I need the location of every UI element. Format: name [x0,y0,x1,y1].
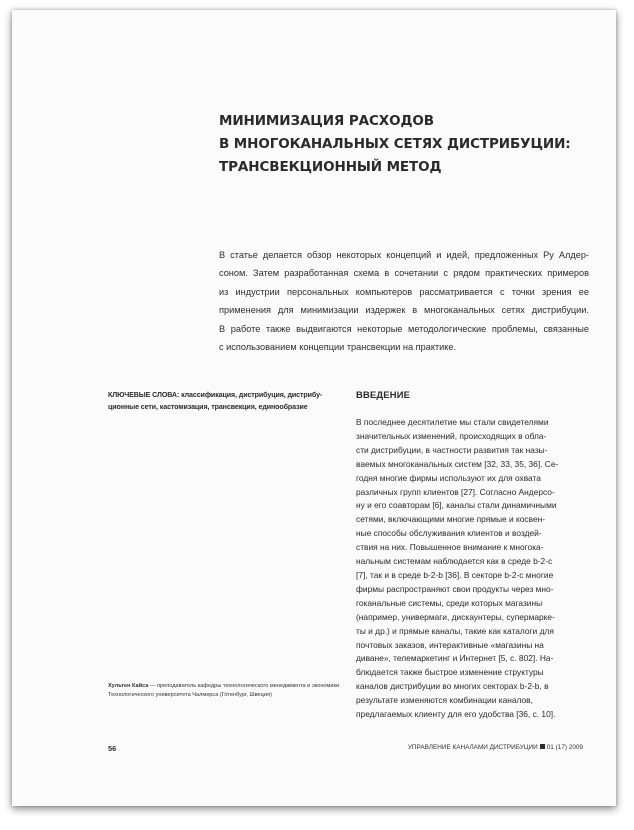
author-role: — преподаватель кафедры технологического менеджмента и экономики [148,683,340,689]
body-line: различных групп клиентов [27]. Согласно Андерсо- [356,486,555,497]
section-heading: ВВЕДЕНИЕ [356,389,411,400]
body-line: ваемых многоканальных систем [32, 33, 35, 36]. Се- [356,458,559,469]
author-line: Технологического университета Чалмерса (Готенбург, Швеция) [108,692,272,698]
body-line: нальным системам наблюдается как в среде b-2-c [356,556,553,567]
keywords-line: ционные сети, кастомизация, трансвекция, единообразие [108,402,308,411]
body-line: [7], так и в среде b-2-b [36]. В секторе b-2-c многие [356,569,554,580]
abstract-line: из индустрии персональных компьютеров рассматривается с точки зрения ее [219,286,589,297]
abstract-line: применения для минимизации издержек в многоканальных сетях дистрибуции. [219,305,589,316]
body-line: (например, универмаги, дискаунтеры, супермарке- [356,611,555,622]
abstract-line: В работе также выдвигаются некоторые методологические проблемы, связанные [219,323,589,334]
body-line: В последнее десятилетие мы стали свидетелями [356,417,549,427]
running-footer [408,744,583,751]
body-line: ну и его соавторам [6], каналы стали динамичными [356,500,557,511]
abstract-line: В статье делается обзор некоторых концепций и идей, предложенных Ру Алдер- [219,250,589,260]
body-line: результате изменяются комбинации каналов, [356,695,533,706]
keywords [108,390,330,413]
journal-page [12,10,616,806]
abstract-line: с использованием концепции трансвекции на практике. [219,342,457,353]
body-line: ты и др.) и прямые каналы, такие как каталоги для [356,625,554,636]
keywords-line: КЛЮЧЕВЫЕ СЛОВА: классификация, дистрибуция, дистрибу- [108,391,323,399]
body-line: годня многие фирмы используют их для охвата [356,472,541,483]
journal-issue: 01 (17) 2009 [546,744,583,751]
body-line: сти дистрибуции, в частности развития так назы- [356,444,548,455]
abstract [219,246,589,356]
title-line: ТРАНСВЕКЦИОННЫЙ МЕТОД [219,159,442,175]
body-line: гоканальные системы, среди которых магазины [356,597,543,608]
body-line: значительных изменений, происходящих в обла- [356,430,547,441]
page-number: 56 [108,744,117,753]
body-line: каналов дистрибуции во многих секторах b-2-b, в [356,681,549,692]
author-note [108,682,338,700]
body-line: блюдается также быстрое изменение структуры [356,667,544,678]
title-line: В МНОГОКАНАЛЬНЫХ СЕТЯХ ДИСТРИБУЦИИ: [219,136,571,152]
journal-name: УПРАВЛЕНИЕ КАНАЛАМИ ДИСТРИБУЦИИ [407,744,538,751]
body-line: диване», телемаркетинг и Интернет [5, с. 802]. На- [356,653,554,664]
article-title [219,110,599,179]
body-line: ные способы обслуживания клиентов и воздей- [356,528,542,539]
body-line: предлагаемых клиенту для его удобства [36, с. 10]. [356,709,556,720]
body-line: почтовых заказов, интерактивные «магазины на [356,639,544,650]
author-name: Хультен Кайса [108,683,149,689]
body-text [356,416,588,722]
abstract-line: соном. Затем разработанная схема в сочетании с рядом практических примеров [219,268,589,279]
body-line: сетями, включающими многие прямые и косвен- [356,514,546,525]
square-separator-icon [540,744,545,749]
body-line: ствия на них. Повышенное внимание к многока- [356,542,544,553]
author-line [108,682,338,691]
title-line: МИНИМИЗАЦИЯ РАСХОДОВ [219,113,434,129]
body-line: фирмы распространяют свои продукты через мно- [356,583,554,594]
